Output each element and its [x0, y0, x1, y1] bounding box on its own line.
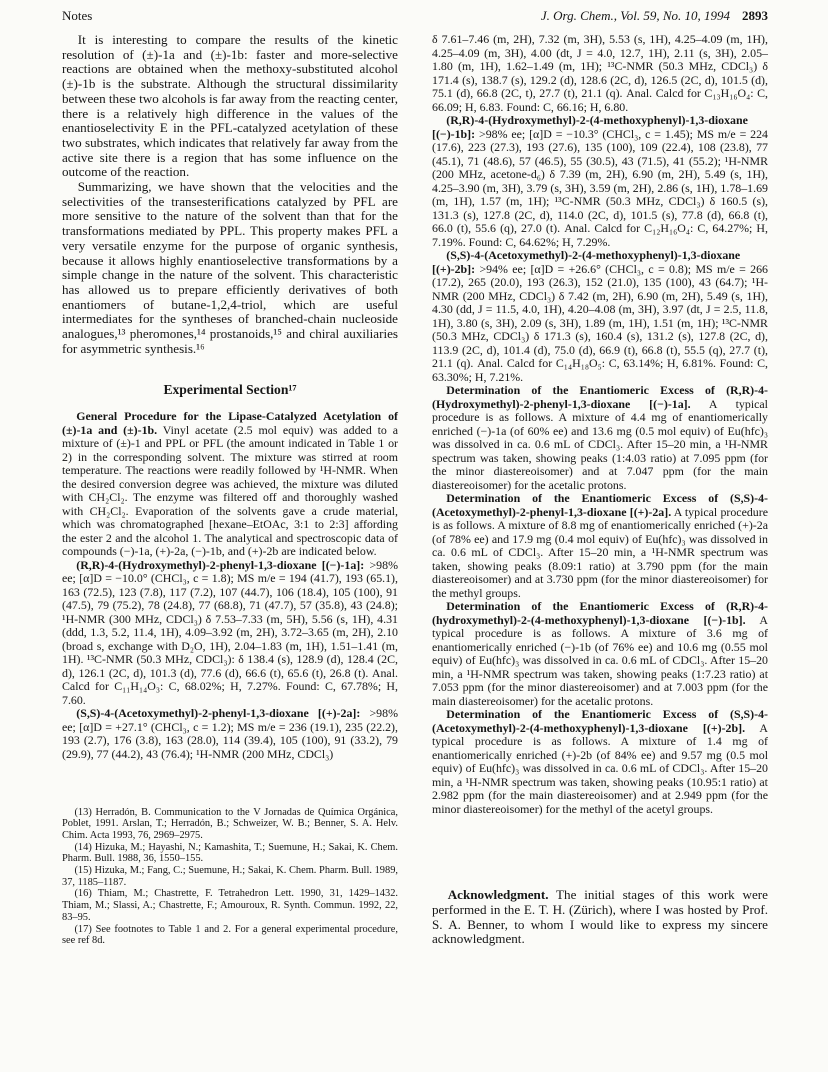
section-label: Notes	[62, 8, 93, 23]
footnote	[62, 807, 398, 842]
journal-name: J. Org. Chem., Vol. 59, No. 10, 1994	[540, 8, 730, 23]
footnote	[62, 888, 398, 923]
journal-citation	[541, 7, 768, 24]
acknowledgment-lead: Acknowledgment.	[447, 887, 549, 903]
paragraph-lead: Determination of the Enantiomeric Excess of (S,S)-4-(Acetoxymethyl)-2-phenyl-1,3-dioxane [(+)-2a].	[432, 491, 768, 519]
footnote-number: (13)	[74, 806, 92, 818]
ee-determination-1b-paragraph	[432, 600, 768, 708]
footnotes	[62, 807, 398, 947]
body-paragraph: It is interesting to compare the results of the kinetic resolution of (±)-1a and (±)-1b: faster and more-selective reactions are obtained when the methoxy-substituted alcohol (±)-1b is the substrate. Although the structural dissimilarity between these two alcohols is far away from the reacting center, there is a relatively high difference in the values of the enantioselectivity E in the PFL-catalyzed acetylation of these two substrates, which indicates that relatively far away from the active site there is a region that has some influence on the outcome of the reaction.	[62, 32, 398, 180]
experimental-section-heading: Experimental Section¹⁷	[163, 382, 297, 398]
footnote	[62, 924, 398, 947]
footnote-text: Herradón, B. Communication to the V Jornadas de Química Orgánica, Poblet, 1991. Arslan, T.; Herradón, B.; Schweizer, W. B.; Benner, S. A. Helv. Chim. Acta 1993, 76, 2969–2975.	[62, 806, 398, 841]
paragraph-lead: Determination of the Enantiomeric Excess of (R,R)-4-(hydroxymethyl)-2-(4-methoxyphenyl)-1,3-dioxane [(−)-1b].	[432, 599, 768, 627]
paragraph-lead: (R,R)-4-(Hydroxymethyl)-2-(4-methoxyphenyl)-1,3-dioxane [(−)-1b]:	[432, 113, 748, 141]
acknowledgment-paragraph	[432, 888, 768, 947]
paragraph-body: A typical procedure is as follows. A mixture of 4.4 mg of enantiomerically enriched (−)-1a (of 60% ee) and 13.6 mg (0.5 mol equiv) of Eu(hfc)₃ was dissolved in ca. 0.6 mL of CDCl₃. After 15–20 min, a ¹H-NMR spectrum was taken, showing peaks (1:4.03 ratio) at 7.095 ppm (for the minor diastereoisomer) and at 7.047 ppm (for the main diastereoisomer) for the acetalic protons.	[432, 396, 768, 492]
compound-2a-continued-paragraph: δ 7.61–7.46 (m, 2H), 7.32 (m, 3H), 5.53 (s, 1H), 4.25–4.09 (m, 1H), 4.25–4.09 (m, 3H), 4.00 (dt, J = 4.0, 12.7, 1H), 2.11 (s, 3H), 2.05–1.80 (m, 1H), 1.62–1.49 (m, 1H); ¹³C-NMR (50.3 MHz, CDCl₃) δ 171.4 (s), 138.7 (s), 129.2 (d), 128.6 (2C, d), 126.5 (2C, d), 101.5 (d), 75.1 (d), 66.8 (2C, t), 27.7 (t), 21.1 (q). Anal. Calcd for C₁₃H₁₆O₄: C, 66.09; H, 6.83. Found: C, 66.16; H, 6.80.	[432, 32, 768, 114]
paragraph-body: >94% ee; [α]D = +26.6° (CHCl₃, c = 0.8); MS m/e = 266 (17.2), 265 (20.0), 193 (26.3), 152 (21.0), 135 (100), 43 (64.7); ¹H-NMR (200 MHz, CDCl₃) δ 7.42 (m, 2H), 6.90 (m, 2H), 5.49 (s, 1H), 4.30 (dd, J = 11.5, 4.0, 1H), 4.20–4.08 (m, 3H), 3.97 (dt, J = 2.5, 11.8, 1H), 3.80 (s, 3H), 2.09 (s, 3H), 1.89 (m, 1H), 1.51 (m, 1H); ¹³C-NMR (50.3 MHz, CDCl₃) δ 171.3 (s), 160.4 (s), 131.2 (s), 127.8 (2C, d), 113.9 (2C, d), 101.4 (d), 75.0 (d), 66.9 (t), 66.8 (t), 55.5 (q), 27.7 (t), 21.1 (q). Anal. Calcd for C₁₄H₁₈O₅: C, 63.14%; H, 6.81%. Found: C, 63.30%; H, 7.21%.	[432, 261, 768, 384]
paragraph-body: >98% ee; [α]D = −10.0° (CHCl₃, c = 1.8); MS m/e = 194 (41.7), 193 (65.1), 163 (72.5), 123 (7.8), 117 (7.2), 107 (44.7), 106 (18.4), 105 (100), 91 (47.5), 79 (75.2), 78 (24.8), 77 (68.8), 71 (47.7), 57 (35.8), 43 (24.8); ¹H-NMR (300 MHz, CDCl₃) δ 7.53–7.33 (m, 5H), 5.56 (s, 1H), 4.31 (ddd, 1.3, 5.2, 11.4, 1H), 4.09–3.92 (m, 2H), 3.72–3.65 (m, 2H), 2.10 (broad s, exchange with D₂O, 1H), 2.04–1.83 (m, 1H), 1.51–1.41 (m, 1H). ¹³C-NMR (50.3 MHz, CDCl₃): δ 138.4 (s), 128.9 (d), 128.4 (2C, d), 126.1 (2C, d), 101.3 (d), 77.6 (d), 66.6 (t), 65.6 (t), 26.8 (t). Anal. Calcd for C₁₁H₁₄O₃: C, 68.02%; H, 7.27%. Found: C, 67.78%; H, 7.60.	[62, 557, 398, 707]
running-header	[62, 7, 768, 24]
paragraph-lead: (R,R)-4-(Hydroxymethyl)-2-phenyl-1,3-dioxane [(−)-1a]:	[76, 557, 365, 572]
footnote-text: See footnotes to Table 1 and 2. For a general experimental procedure, see ref 8d.	[62, 923, 398, 947]
left-column	[62, 33, 398, 947]
left-column-body	[62, 33, 398, 761]
paragraph-body: A typical procedure is as follows. A mixture of 8.8 mg of enantiomerically enriched (+)-2a (of 78% ee) and 17.9 mg (0.4 mol equiv) of Eu(hfc)₃ was dissolved in ca. 0.6 mL of CDCl₃. After 15–20 min, a ¹H-NMR spectrum was taken, showing peaks (8.09:1 ratio) at 3.790 ppm (for the main diastereoisomer) and at 3.730 ppm (for the minor diastereoisomer) for the methyl groups.	[432, 504, 768, 600]
footnote-text: Hizuka, M.; Hayashi, N.; Kamashita, T.; Suemune, H.; Sakai, K. Chem. Pharm. Bull. 1988, 36, 1550–155.	[62, 841, 398, 865]
paragraph-body: Vinyl acetate (2.5 mol equiv) was added to a mixture of (±)-1 and PPL or PFL (the amount indicated in Table 1 or 2) in the corresponding solvent. The mixture was stirred at room temperature. The reactions were readily followed by ¹H-NMR. When the desired conversion degree was achieved, the mixture was diluted with CH₂Cl₂. The enzyme was filtered off and thoroughly washed with CH₂Cl₂. Evaporation of the solvents gave a crude material, which was chromatographed [hexane–EtOAc, 3:1 to 2:3] affording the ester 2 and the alcohol 1. The analytical and spectroscopic data of compounds (−)-1a, (+)-2a, (−)-1b, and (+)-2b are indicated below.	[62, 422, 398, 559]
paragraph-lead: (S,S)-4-(Acetoxymethyl)-2-phenyl-1,3-dioxane [(+)-2a]:	[76, 706, 361, 721]
ee-determination-1a-paragraph	[432, 384, 768, 492]
ee-determination-2a-paragraph	[432, 492, 768, 600]
paragraph-body: A typical procedure is as follows. A mixture of 1.4 mg of enantiomerically enriched (+)-2b (of 84% ee) and 9.57 mg (0.5 mol equiv) of Eu(hfc)₃ was dissolved in ca. 0.6 mL of CDCl₃. After 15–20 min, a ¹H-NMR spectrum was taken, showing peaks (10.95:1 ratio) at 2.982 ppm (for the main diastereoisomer) and at 2.949 ppm (for the minor diastereoisomer) for the methyl of the acetyl groups.	[432, 720, 768, 816]
compound-1a-paragraph	[62, 559, 398, 708]
compound-2a-paragraph	[62, 707, 398, 761]
acknowledgment-body: The initial stages of this work were performed in the E. T. H. (Zürich), where I was hosted by Prof. S. A. Benner, to whom I would like to express my sincere acknowledgment.	[432, 887, 768, 947]
ee-determination-2b-paragraph	[432, 708, 768, 816]
body-paragraph: Summarizing, we have shown that the velocities and the selectivities of the transesterifications catalyzed by PFL are more sensitive to the nature of the solvent than that for the transformations mediated by PPL. This property makes PFL a very versatile enzyme for the purpose of organic synthesis, because it allows highly enantioselective transformations by a simple change in the nature of the solvent. This characteristic has allowed us to prepare efficiently derivatives of both enantiomers of butane-1,2,4-triol, which are useful intermediates for the syntheses of branched-chain nucleoside analogues,¹³ pheromones,¹⁴ prostanoids,¹⁵ and chiral auxiliaries for asymmetric synthesis.¹⁶	[62, 179, 398, 356]
compound-1b-paragraph	[432, 114, 768, 249]
footnote-number: (16)	[74, 888, 92, 900]
right-column	[432, 33, 768, 947]
paragraph-body: >98% ee; [α]D = +27.1° (CHCl₃, c = 1.2); MS m/e = 236 (19.1), 235 (22.2), 193 (2.7), 176 (3.8), 163 (28.0), 114 (39.4), 105 (100), 91 (33.2), 79 (29.9), 77 (44.2), 43 (76.4); ¹H-NMR (200 MHz, CDCl₃)	[62, 706, 398, 761]
footnote	[62, 842, 398, 865]
footnote-number: (15)	[74, 865, 92, 877]
paragraph-lead: Determination of the Enantiomeric Excess of (R,R)-4-(Hydroxymethyl)-2-phenyl-1,3-dioxane [(−)-1a].	[432, 383, 768, 411]
right-column-body	[432, 33, 768, 816]
paragraph-body: >98% ee; [α]D = −10.3° (CHCl₃, c = 1.45); MS m/e = 224 (17.6), 223 (27.3), 193 (27.6), 135 (100), 109 (22.4), 108 (23.8), 77 (45.1), 71 (48.6), 57 (46.5), 55 (30.5), 43 (71.5), 41 (55.2); ¹H-NMR (200 MHz, acetone-d₆) δ 7.39 (m, 2H), 6.90 (m, 2H), 5.49 (s, 1H), 4.25–3.90 (m, 3H), 3.79 (s, 3H), 3.59 (m, 2H), 2.86 (s, 1H), 1.78–1.69 (m, 1H), 1.57 (m, 1H); ¹³C-NMR (50.3 MHz, CDCl₃) δ 160.5 (s), 131.3 (s), 127.8 (2C, d), 114.0 (2C, d), 101.5 (s), 77.8 (d), 66.8 (t), 66.0 (t), 55.6 (q), 27.0 (t). Anal. Calcd for C₁₂H₁₆O₄: C, 64.27%; H, 7.19%. Found: C, 64.62%; H, 7.29%.	[432, 126, 769, 249]
footnote-number: (14)	[74, 841, 92, 853]
page-number: 2893	[742, 8, 768, 23]
compound-2b-paragraph	[432, 249, 768, 384]
paragraph-lead: General Procedure for the Lipase-Catalyzed Acetylation of (±)-1a and (±)-1b.	[62, 409, 398, 437]
footnote-text: Thiam, M.; Chastrette, F. Tetrahedron Lett. 1990, 31, 1429–1432. Thiam, M.; Slassi, A.; Chastrette, F.; Amouroux, R. Synth. Commun. 1992, 22, 83–95.	[62, 888, 398, 923]
footnote-number: (17)	[74, 923, 92, 935]
paragraph-body: A typical procedure is as follows. A mixture of 3.6 mg of enantiomerically enriched (−)-1b (of 76% ee) and 10.6 mg (0.55 mol equiv) of Eu(hfc)₃ was dissolved in ca. 0.6 mL of CDCl₃. After 15–20 min, a ¹H-NMR spectrum was taken, showing peaks (1:7.23 ratio) at 7.053 ppm (for the minor diastereoisomer) and at 7.003 ppm (for the main diastereoisomer) for the acetalic protons.	[432, 612, 768, 708]
paragraph-lead: Determination of the Enantiomeric Excess of (S,S)-4-(Acetoxymethyl)-2-(4-methoxyphenyl)-1,3-dioxane [(+)-2b].	[432, 707, 768, 735]
footnote-text: Hizuka, M.; Fang, C.; Suemune, H.; Sakai, K. Chem. Pharm. Bull. 1989, 37, 1185–1187.	[62, 865, 398, 888]
paragraph-lead: (S,S)-4-(Acetoxymethyl)-2-(4-methoxyphenyl)-1,3-dioxane [(+)-2b]:	[432, 248, 741, 276]
general-procedure-paragraph	[62, 410, 398, 559]
footnote	[62, 865, 398, 888]
